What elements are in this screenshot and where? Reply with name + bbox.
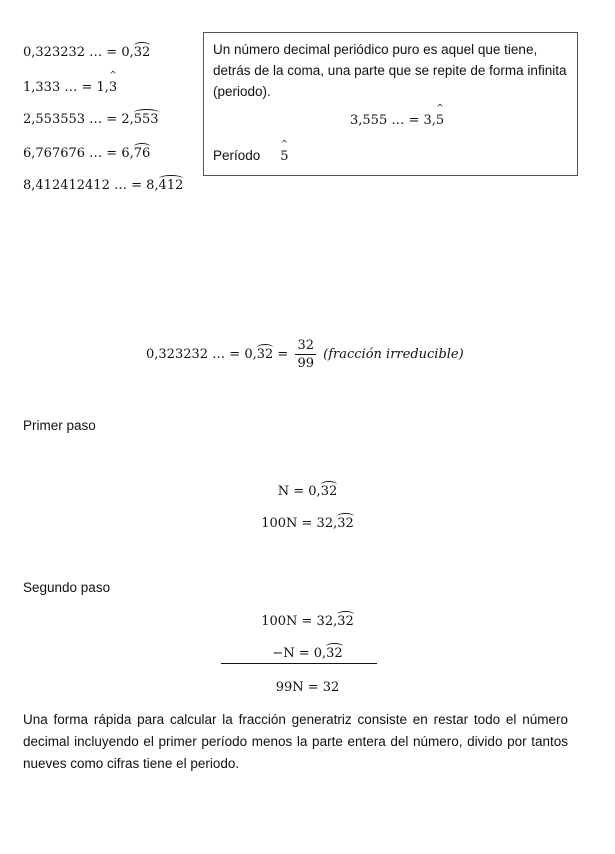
example-0 [23,45,150,60]
example-expr: 1,333 … = 1, [23,80,109,95]
equation-period: 32 [320,484,338,499]
step2-equation-2 [0,646,615,661]
period-value: ^ 5 [280,149,288,164]
definition-text: Un número decimal periódico puro es aquel que tiene, detrás de la coma, una parte que se repite de forma infinita (periodo). [213,42,567,99]
fraction-numerator: 32 [297,338,314,353]
example-period: 553 [133,112,159,127]
example-period: 76 [133,146,151,161]
example-expr: 2,553553 … = 2, [23,112,134,127]
definition-example-expr: 3,555 … = 3, [350,113,436,128]
period-label: Período [213,148,261,163]
main-equation-lhs: 0,323232 … = 0, [146,347,257,362]
definition-example-period: ^ 5 [436,113,444,128]
equation-period: 32 [326,646,343,661]
example-1 [23,80,117,95]
example-3 [23,146,150,161]
conclusion-paragraph: Una forma rápida para calcular la fracción generatriz consiste en restar todo el número decimal incluyendo el primer período menos la parte entera del número, divido por tantos nueves como cifras tiene el periodo. [23,712,568,771]
equation-period: 32 [337,614,354,629]
example-period: 412 [158,178,184,193]
example-expr: 0,323232 … = 0, [23,45,134,60]
step2-label: Segundo paso [23,580,111,595]
example-4 [23,178,183,193]
step2-result: 99N = 32 [275,680,340,695]
equation-period: 32 [337,516,354,531]
main-equation-period: 32 [256,347,274,362]
example-period: 32 [133,45,151,60]
fraction-denominator: 99 [297,356,314,371]
definition-box [203,32,578,176]
equation-prefix: 100N = 32, [261,516,338,531]
period-row [213,147,289,165]
fraction [295,338,316,371]
example-expr: 8,412412412 … = 8, [23,178,159,193]
equation-prefix: 100N = 32, [261,614,338,629]
definition-example [350,113,444,128]
subtraction-line [221,663,377,664]
example-2 [23,112,159,127]
step1-label: Primer paso [23,418,96,433]
step2-equation-1 [0,614,615,629]
step1-equation-2 [0,516,615,531]
main-equation: 0,323232 … = 0,32 = $\frac{32}{99}$ (fracción irreducible) [146,338,464,371]
example-expr: 6,767676 … = 6, [23,146,134,161]
equation-prefix: −N = 0, [272,646,327,661]
example-period: ^ 3 [109,80,117,95]
equation-prefix: N = 0, [277,484,321,499]
step1-equation-1 [0,484,615,499]
main-equation-note: (fracción irreducible) [323,347,464,362]
